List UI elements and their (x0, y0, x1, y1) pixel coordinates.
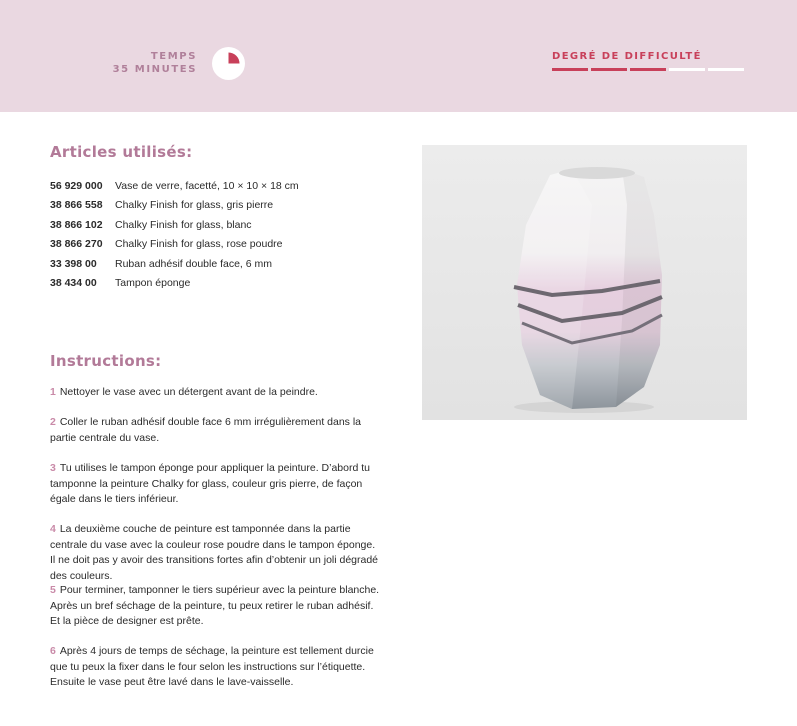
step-text: La deuxième couche de peinture est tamponnée dans la partie centrale du vase avec la couleur rose poudre dans le tampon éponge. Il ne doit pas y avoir des transitions fortes afin d’obtenir un joli dégradé des couleurs. (50, 523, 379, 582)
step-number: 1 (50, 386, 56, 398)
step-text: Après 4 jours de temps de séchage, la peinture est tellement durcie que tu peux la fixer dans le four selon les instructions sur l’étiquette. Ensuite le vase peut être lavé dans le lave-vaisselle. (50, 645, 374, 688)
article-code: 56 929 000 (50, 179, 103, 192)
time-info (113, 50, 197, 76)
step-text: Coller le ruban adhésif double face 6 mm irrégulièrement dans la partie centrale du vase. (50, 416, 362, 444)
header-band (0, 0, 797, 112)
step-number: 6 (50, 645, 56, 657)
instructions-title: Instructions: (50, 352, 162, 370)
article-row (50, 176, 380, 196)
instruction-step (50, 583, 380, 630)
article-name: Vase de verre, facetté, 10 × 10 × 18 cm (115, 179, 299, 192)
article-row (50, 274, 380, 294)
article-code: 38 866 102 (50, 218, 103, 231)
articles-list (50, 176, 380, 293)
article-row (50, 196, 380, 216)
difficulty-bar (669, 68, 705, 71)
clock-wedge (229, 53, 240, 64)
difficulty-bars (552, 68, 747, 71)
article-name: Chalky Finish for glass, blanc (115, 218, 252, 231)
article-code: 38 434 00 (50, 277, 97, 290)
difficulty-bar (591, 68, 627, 71)
step-number: 3 (50, 462, 56, 474)
time-label: TEMPS (150, 51, 197, 62)
difficulty-label: DEGRÉ DE DIFFICULTÉ (552, 51, 702, 62)
article-code: 33 398 00 (50, 257, 97, 270)
instruction-step (50, 385, 380, 401)
step-number: 4 (50, 523, 56, 535)
step-text: Pour terminer, tamponner le tiers supérieur avec la peinture blanche. Après un bref séchage de la peinture, tu peux retirer le ruban adhésif. Et la pièce de designer est prête. (50, 584, 380, 627)
difficulty-meter (552, 51, 747, 63)
time-value: 35 MINUTES (112, 64, 197, 75)
article-name: Ruban adhésif double face, 6 mm (115, 257, 273, 270)
articles-title: Articles utilisés: (50, 143, 193, 161)
step-number: 2 (50, 416, 56, 428)
clock-icon (212, 47, 245, 80)
instruction-step (50, 522, 380, 584)
article-row (50, 215, 380, 235)
difficulty-bar (708, 68, 744, 71)
instruction-step (50, 461, 380, 508)
step-text: Tu utilises le tampon éponge pour appliquer la peinture. D’abord tu tamponne la peinture Chalky for glass, couleur gris pierre, de façon égale dans le tiers inférieur. (50, 462, 370, 505)
difficulty-bar (552, 68, 588, 71)
instruction-step (50, 415, 380, 446)
article-code: 38 866 270 (50, 238, 103, 251)
article-name: Tampon éponge (115, 277, 191, 290)
step-text: Nettoyer le vase avec un détergent avant de la peindre. (59, 386, 318, 398)
instruction-step (50, 644, 380, 691)
article-row (50, 254, 380, 274)
article-name: Chalky Finish for glass, gris pierre (115, 199, 274, 212)
article-code: 38 866 558 (50, 199, 103, 212)
article-name: Chalky Finish for glass, rose poudre (115, 238, 283, 251)
difficulty-bar (630, 68, 666, 71)
vase-photo (422, 145, 747, 420)
step-number: 5 (50, 584, 56, 596)
article-row (50, 235, 380, 255)
